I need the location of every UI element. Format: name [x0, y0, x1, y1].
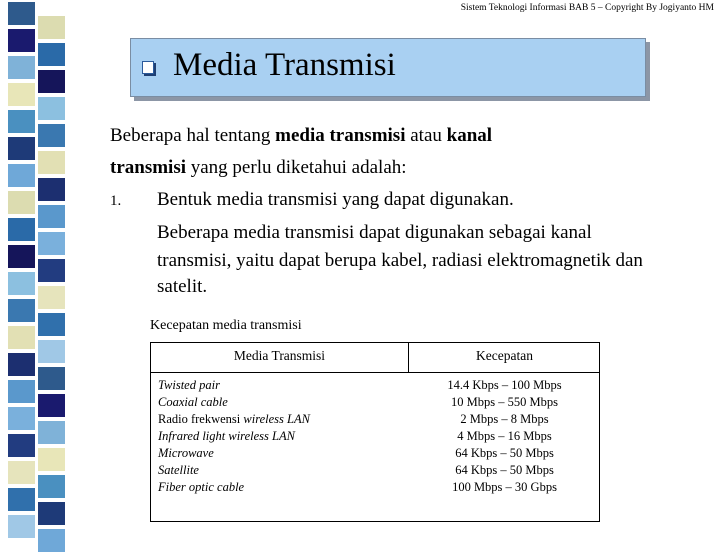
speed-column: [408, 377, 601, 496]
stripe-band: [8, 434, 35, 457]
stripe-band: [38, 448, 65, 471]
stripe-band: [38, 286, 65, 309]
stripe-band: [8, 272, 35, 295]
stripe-band: [8, 191, 35, 214]
stripe-band: [38, 97, 65, 120]
stripe-band: [8, 299, 35, 322]
stripe-band: [38, 124, 65, 147]
stripe-band: [8, 380, 35, 403]
point-heading: Bentuk media transmisi yang dapat digunakan.: [157, 189, 514, 210]
stripe-band: [8, 164, 35, 187]
stripe-band: [8, 488, 35, 511]
table-caption: Kecepatan media transmisi: [150, 318, 302, 333]
table-cell-speed: 100 Mbps – 30 Gbps: [452, 480, 557, 494]
media-column: [158, 377, 310, 496]
point-body-line-2: transmisi, yaitu dapat berupa kabel, radiasi elektromagnetik dan: [157, 250, 643, 271]
table-cell-media: Radio frekwensi wireless LAN: [158, 412, 310, 426]
square-bullet-icon: [142, 61, 154, 74]
table-cell-media: Infrared light wireless LAN: [158, 429, 295, 443]
stripe-band: [38, 313, 65, 336]
stripe-band: [38, 529, 65, 552]
stripe-band: [8, 245, 35, 268]
column-header-media: Media Transmisi: [233, 348, 326, 363]
table-cell-media: Fiber optic cable: [158, 480, 245, 494]
intro-emphasis-transmisi: transmisi: [110, 157, 186, 178]
stripe-band: [38, 259, 65, 282]
table-cell-speed: 64 Kbps – 50 Mbps: [455, 463, 554, 477]
stripe-band: [38, 367, 65, 390]
stripe-band: [38, 475, 65, 498]
table-cell-media: Coaxial cable: [158, 395, 228, 409]
title-box: [130, 38, 646, 97]
point-body-line-3: satelit.: [157, 276, 208, 297]
stripe-band: [8, 515, 35, 538]
table-cell-media: Twisted pair: [158, 378, 220, 392]
stripe-band: [38, 43, 65, 66]
table-cell-media: Microwave: [158, 446, 214, 460]
stripe-band: [38, 16, 65, 39]
stripe-band: [8, 407, 35, 430]
intro-emphasis-kanal: kanal: [446, 125, 493, 146]
stripe-band: [38, 394, 65, 417]
column-header-speed: Kecepatan: [476, 348, 533, 363]
stripe-band: [8, 110, 35, 133]
copyright-note: Sistem Teknologi Informasi BAB 5 – Copyright By Jogiyanto HM: [460, 3, 714, 13]
table-cell-speed: 10 Mbps – 550 Mbps: [451, 395, 558, 409]
intro-emphasis-media: media transmisi: [275, 125, 406, 146]
stripe-band: [8, 2, 35, 25]
stripe-band: [38, 178, 65, 201]
table-cell-speed: 4 Mbps – 16 Mbps: [457, 429, 552, 443]
stripe-band: [8, 29, 35, 52]
stripe-band: [38, 502, 65, 525]
speed-table: [150, 342, 600, 522]
stripe-band: [8, 56, 35, 79]
table-cell-speed: 14.4 Kbps – 100 Mbps: [447, 378, 562, 392]
stripe-band: [38, 421, 65, 444]
table-cell-speed: 64 Kbps – 50 Mbps: [455, 446, 554, 460]
intro-line-1: Beberapa hal tentang media transmisi atau kanal: [110, 125, 493, 146]
list-number: 1.: [110, 193, 122, 209]
stripe-band: [38, 232, 65, 255]
stripe-band: [8, 218, 35, 241]
stripe-band: [38, 340, 65, 363]
stripe-band: [8, 137, 35, 160]
stripe-band: [8, 353, 35, 376]
stripe-band: [38, 205, 65, 228]
stripe-band: [38, 70, 65, 93]
page-title: Media Transmisi: [173, 47, 396, 83]
header-divider: [151, 372, 599, 373]
decorative-stripe: [0, 0, 70, 540]
stripe-band: [8, 461, 35, 484]
intro-line-2: transmisi yang perlu diketahui adalah:: [110, 157, 407, 178]
point-body-line-1: Beberapa media transmisi dapat digunakan sebagai kanal: [157, 222, 592, 243]
table-cell-speed: 2 Mbps – 8 Mbps: [460, 412, 549, 426]
stripe-band: [8, 326, 35, 349]
stripe-band: [38, 151, 65, 174]
table-cell-media: Satellite: [158, 463, 199, 477]
stripe-band: [8, 83, 35, 106]
